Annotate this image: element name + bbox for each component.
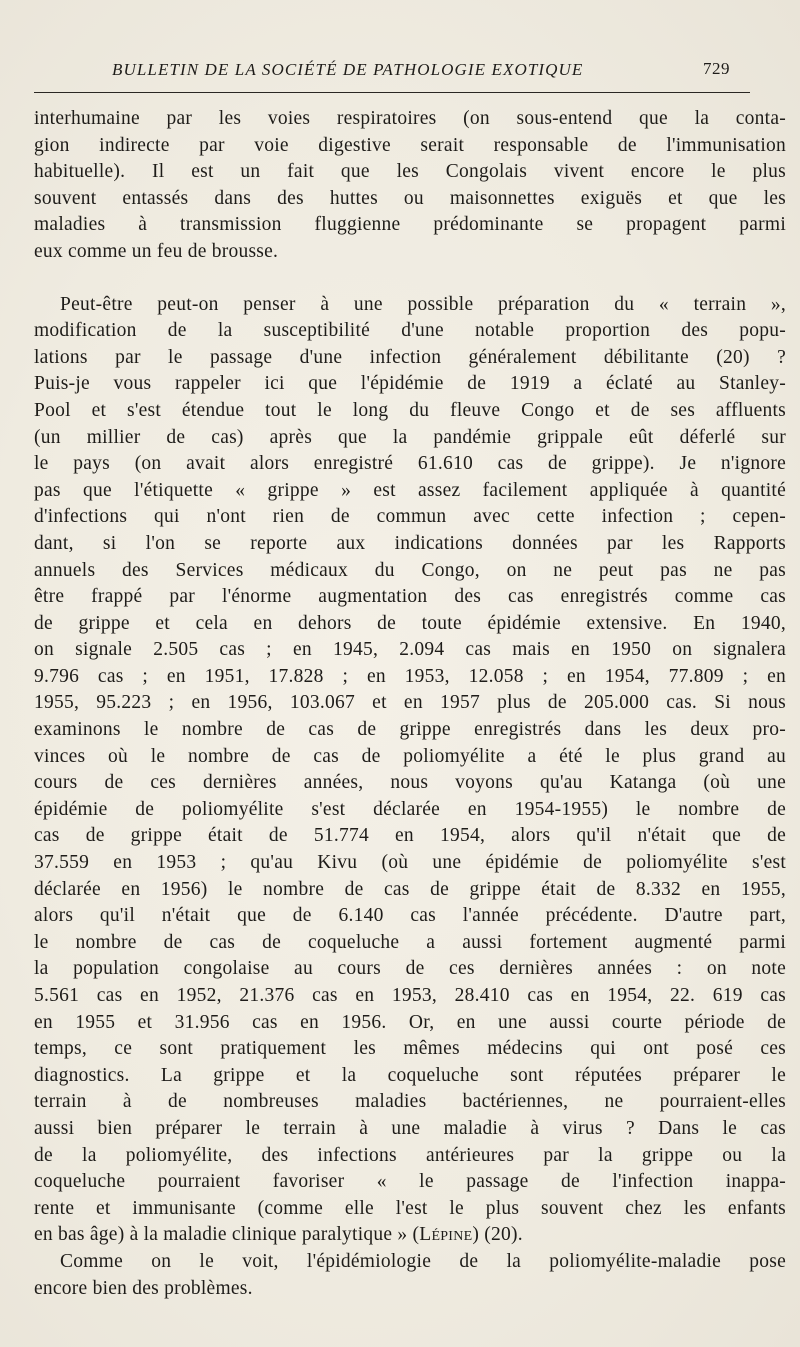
text-line: en 1955 et 31.956 cas en 1956. Or, en une aussi courte période de	[34, 1011, 786, 1033]
text-line: épidémie de poliomyélite s'est déclarée en 1954-1955) le nombre de	[34, 798, 786, 820]
text-line: d'infections qui n'ont rien de commun avec cette infection ; cepen-	[34, 506, 786, 528]
text-fragment: ) (20).	[472, 1224, 523, 1246]
text-line: cours de ces dernières années, nous voyons qu'au Katanga (où une	[34, 772, 786, 794]
text-line: Pool et s'est étendue tout le long du fleuve Congo et de ses affluents	[34, 399, 786, 421]
text-line: maladies à transmission fluggienne prédominante se propagent parmi	[34, 214, 786, 236]
text-line: habituelle). Il est un fait que les Congolais vivent encore le plus	[34, 161, 786, 183]
text-line: encore bien des problèmes.	[34, 1277, 253, 1299]
paragraph-gap	[34, 266, 786, 292]
text-line: Comme on le voit, l'épidémiologie de la poliomyélite-maladie pose	[60, 1250, 786, 1272]
text-line: 1955, 95.223 ; en 1956, 103.067 et en 1957 plus de 205.000 cas. Si nous	[34, 692, 786, 714]
text-line: de la poliomyélite, des infections antérieures par la grippe ou la	[34, 1144, 786, 1166]
text-line: on signale 2.505 cas ; en 1945, 2.094 cas mais en 1950 on signalera	[34, 639, 786, 661]
text-line: souvent entassés dans des huttes ou maisonnettes exiguës et que les	[34, 187, 786, 209]
text-line: cas de grippe était de 51.774 en 1954, alors qu'il n'était que de	[34, 825, 786, 847]
header-rule	[34, 92, 750, 93]
text-line: 9.796 cas ; en 1951, 17.828 ; en 1953, 12.058 ; en 1954, 77.809 ; en	[34, 665, 786, 687]
text-line: la population congolaise au cours de ces dernières années : on note	[34, 958, 786, 980]
text-line-with-author	[34, 1222, 786, 1249]
text-line: diagnostics. La grippe et la coqueluche sont réputées préparer le	[34, 1064, 786, 1086]
text-line: annuels des Services médicaux du Congo, on ne peut pas ne pas	[34, 559, 786, 581]
text-line: pas que l'étiquette « grippe » est assez facilement appliquée à quantité	[34, 479, 786, 501]
text-line: examinons le nombre de cas de grippe enregistrés dans les deux pro-	[34, 719, 786, 741]
text-line: déclarée en 1956) le nombre de cas de grippe était de 8.332 en 1955,	[34, 878, 786, 900]
paragraph-3	[34, 1249, 786, 1302]
text-line: 37.559 en 1953 ; qu'au Kivu (où une épidémie de poliomyélite s'est	[34, 852, 786, 874]
body-text	[34, 106, 786, 1302]
text-line: être frappé par l'énorme augmentation des cas enregistrés comme cas	[34, 586, 786, 608]
text-line: de grippe et cela en dehors de toute épidémie extensive. En 1940,	[34, 612, 786, 634]
text-line: le pays (on avait alors enregistré 61.610 cas de grippe). Je n'ignore	[34, 453, 786, 475]
text-line: temps, ce sont pratiquement les mêmes médecins qui ont posé ces	[34, 1038, 786, 1060]
page-number: 729	[703, 59, 730, 78]
text-line: eux comme un feu de brousse.	[34, 240, 279, 262]
text-line: dant, si l'on se reporte aux indications données par les Rapports	[34, 532, 786, 554]
text-line: 5.561 cas en 1952, 21.376 cas en 1953, 28.410 cas en 1954, 22. 619 cas	[34, 985, 786, 1006]
paragraph-1	[34, 106, 786, 266]
text-line: lations par le passage d'une infection généralement débilitante (20) ?	[34, 346, 786, 368]
text-line: Puis-je vous rappeler ici que l'épidémie de 1919 a éclaté au Stanley-	[34, 373, 786, 395]
text-line: terrain à de nombreuses maladies bactériennes, ne pourraient-elles	[34, 1091, 786, 1113]
text-line: alors qu'il n'était que de 6.140 cas l'année précédente. D'autre part,	[34, 905, 786, 927]
text-line: Peut-être peut-on penser à une possible préparation du « terrain »,	[60, 293, 786, 315]
text-line: (un millier de cas) après que la pandémie grippale eût déferlé sur	[34, 426, 786, 448]
text-line: vinces où le nombre de cas de poliomyélite a été le plus grand au	[34, 745, 786, 767]
text-line: gion indirecte par voie digestive serait responsable de l'immunisation	[34, 134, 786, 156]
text-line: coqueluche pourraient favoriser « le passage de l'infection inappa-	[34, 1171, 786, 1193]
text-line: interhumaine par les voies respiratoires (on sous-entend que la conta-	[34, 108, 786, 129]
running-title: BULLETIN DE LA SOCIÉTÉ DE PATHOLOGIE EXOTIQUE	[112, 60, 584, 79]
page-header	[34, 58, 774, 94]
text-line: modification de la susceptibilité d'une notable proportion des popu-	[34, 320, 786, 342]
text-line: le nombre de cas de coqueluche a aussi fortement augmenté parmi	[34, 931, 786, 953]
paragraph-2	[34, 292, 786, 1249]
author-name: Lépine	[419, 1224, 473, 1246]
text-line: rente et immunisante (comme elle l'est le plus souvent chez les enfants	[34, 1197, 786, 1219]
text-fragment: en bas âge) à la maladie clinique paralytique » (	[34, 1224, 420, 1246]
text-line: aussi bien préparer le terrain à une maladie à virus ? Dans le cas	[34, 1117, 786, 1139]
